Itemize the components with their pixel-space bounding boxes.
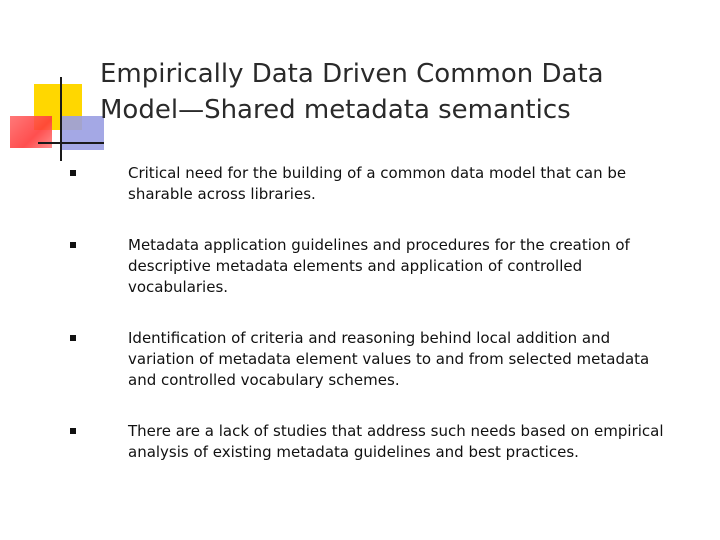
slide-title (100, 56, 700, 128)
square-bullet-icon (70, 335, 76, 341)
bullet-item (70, 328, 710, 391)
logo-horizontal-line (38, 142, 104, 144)
bullet-item (70, 421, 710, 463)
bullet-text-line: Identification of criteria and reasoning behind local addition and (128, 329, 611, 347)
slide-title-line: Empirically Data Driven Common Data (100, 59, 604, 89)
square-bullet-icon (70, 242, 76, 248)
square-bullet-icon (70, 170, 76, 176)
bullet-text-line: Critical need for the building of a common data model that can be (128, 164, 627, 182)
bullet-text (128, 163, 710, 205)
bullet-text-line: descriptive metadata elements and application of controlled (128, 257, 583, 275)
slide-title-line: Model—Shared metadata semantics (100, 95, 571, 125)
bullet-text-line: vocabularies. (128, 278, 229, 296)
bullet-text (128, 235, 710, 298)
square-bullet-icon (70, 428, 76, 434)
logo-blue-block (62, 116, 104, 150)
bullet-text-line: There are a lack of studies that address such needs based on empirical (128, 422, 664, 440)
bullet-text-line: analysis of existing metadata guidelines and best practices. (128, 443, 579, 461)
logo-vertical-line (60, 77, 62, 161)
bullet-text (128, 328, 710, 391)
bullet-item (70, 163, 710, 205)
bullet-text-line: and controlled vocabulary schemes. (128, 371, 400, 389)
bullet-text (128, 421, 710, 463)
bullet-text-line: variation of metadata element values to and from selected metadata (128, 350, 650, 368)
bullet-text-line: Metadata application guidelines and procedures for the creation of (128, 236, 630, 254)
bullet-list (70, 163, 710, 463)
bullet-item (70, 235, 710, 298)
bullet-text-line: sharable across libraries. (128, 185, 316, 203)
